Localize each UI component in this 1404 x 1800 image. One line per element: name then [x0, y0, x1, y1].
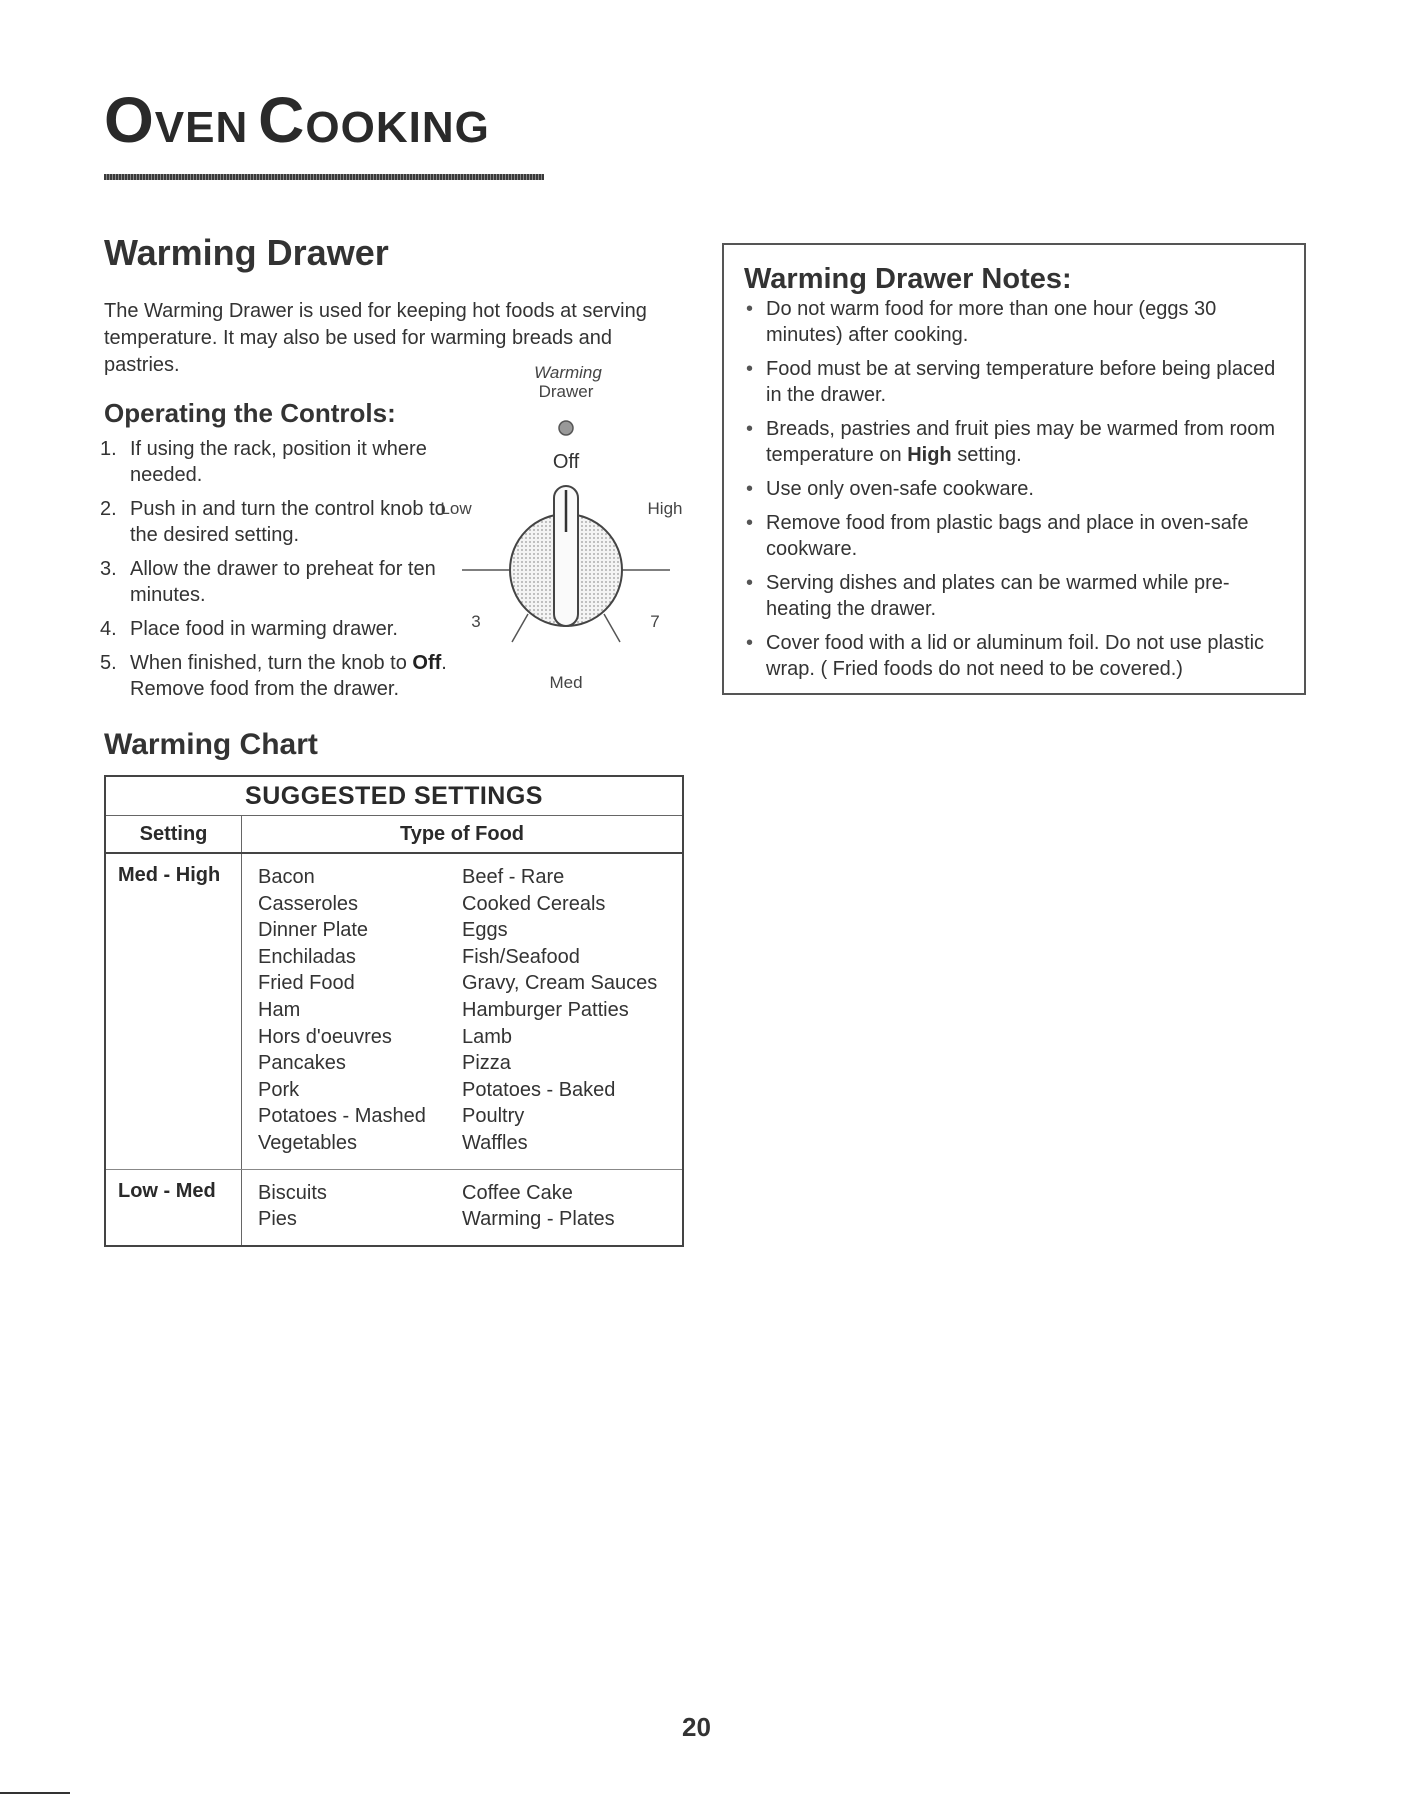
table-title: SUGGESTED SETTINGS — [105, 776, 683, 816]
table-row — [105, 1169, 683, 1246]
food-item: Hamburger Patties — [462, 998, 629, 1021]
title-initial-o: O — [104, 84, 155, 156]
note-item: • Use only oven-safe cookware. — [744, 476, 1284, 502]
warming-chart-table — [104, 775, 684, 1247]
table-row — [105, 853, 683, 1169]
note-item: • Do not warm food for more than one hour (eggs 30 minutes) after cooking. — [744, 296, 1284, 348]
food-item: Enchiladas — [258, 945, 356, 968]
food-item: Pork — [258, 1078, 300, 1101]
food-item: Waffles — [462, 1131, 528, 1154]
column-header-food: Type of Food — [242, 816, 684, 854]
food-item: Ham — [258, 998, 301, 1021]
note-item — [744, 416, 1284, 468]
warming-drawer-notes-box — [722, 243, 1306, 695]
dial-label-warming: Warming — [534, 363, 602, 382]
food-item: Casseroles — [258, 892, 359, 915]
food-item: Beef - Rare — [462, 866, 565, 888]
step-text: If using the rack, position it where needed. — [130, 438, 427, 486]
food-item: Fried Food — [258, 972, 355, 995]
food-item: Dinner Plate — [258, 919, 369, 942]
dial-label-high: High — [647, 499, 683, 518]
food-item: Potatoes - Baked — [462, 1078, 616, 1101]
operating-steps-list — [100, 436, 460, 710]
step-text-bold-off: Off — [412, 652, 442, 674]
dial-label-off: Off — [552, 451, 580, 473]
food-item: Bacon — [258, 866, 315, 888]
food-item: Gravy, Cream Sauces — [462, 972, 658, 995]
note-item: • Serving dishes and plates can be warmed while pre-heating the drawer. — [744, 570, 1284, 622]
food-item: Potatoes - Mashed — [258, 1105, 426, 1128]
food-item: Eggs — [462, 919, 508, 942]
food-item: Warming - Plates — [462, 1208, 615, 1231]
food-item: Cooked Cereals — [462, 892, 606, 915]
step-number: 1. — [100, 438, 117, 460]
food-item: Pizza — [462, 1052, 511, 1075]
warming-drawer-heading: Warming Drawer — [104, 232, 389, 273]
step-number: 5. — [100, 652, 117, 674]
food-item: Vegetables — [258, 1131, 357, 1154]
foods-cell — [242, 853, 684, 1169]
control-knob-icon — [462, 486, 670, 642]
title-rest-ooking: OOKING — [305, 103, 490, 152]
step-text: Place food in warming drawer. — [130, 618, 398, 640]
step-item — [100, 616, 460, 642]
food-item: Pies — [258, 1208, 297, 1231]
note-text-before: Breads, pastries and fruit pies may be warmed from room temperature on — [766, 418, 1276, 466]
note-text-after: setting. — [957, 444, 1022, 466]
step-text: Push in and turn the control knob to the desired setting. — [130, 498, 446, 546]
setting-cell: Low - Med — [105, 1169, 242, 1246]
dial-label-3: 3 — [471, 612, 481, 631]
table-header-row — [105, 816, 683, 854]
warming-drawer-dial-diagram — [440, 360, 700, 700]
step-number: 4. — [100, 618, 117, 640]
corner-mark — [0, 1792, 70, 1794]
food-item: Pancakes — [258, 1052, 346, 1075]
food-item: Coffee Cake — [462, 1181, 573, 1204]
title-rest-ven: VEN — [154, 103, 249, 152]
step-number: 3. — [100, 558, 117, 580]
title-underline — [104, 174, 544, 180]
step-number: 2. — [100, 498, 117, 520]
page-title — [104, 84, 490, 156]
indicator-light-icon — [559, 421, 573, 435]
warming-drawer-intro: The Warming Drawer is used for keeping hot foods at serving temperature. It may also be used for warming breads and pastries. — [104, 300, 647, 376]
warming-chart-heading: Warming Chart — [104, 728, 318, 761]
dial-label-med: Med — [549, 673, 583, 692]
note-item: • Food must be at serving temperature before being placed in the drawer. — [744, 356, 1284, 408]
notes-list — [744, 296, 1284, 682]
food-item: Biscuits — [258, 1181, 327, 1204]
dial-label-7: 7 — [650, 612, 660, 631]
note-item: • Remove food from plastic bags and place in oven-safe cookware. — [744, 510, 1284, 562]
step-text-after: . Remove food from the drawer. — [130, 652, 447, 700]
page-number: 20 — [682, 1712, 711, 1742]
foods-cell — [242, 1169, 684, 1246]
foods-grid — [258, 1180, 682, 1233]
step-text-before: When finished, turn the knob to — [130, 652, 407, 674]
step-text: Allow the drawer to preheat for ten minutes. — [130, 558, 436, 606]
dial-label-drawer: Drawer — [538, 382, 594, 401]
note-item: • Cover food with a lid or aluminum foil. Do not use plastic wrap. ( Fried foods do not need to be covered.) — [744, 630, 1284, 682]
operating-controls-heading: Operating the Controls: — [104, 398, 396, 428]
step-item — [100, 650, 460, 702]
food-item: Hors d'oeuvres — [258, 1025, 392, 1048]
column-header-setting: Setting — [105, 816, 242, 854]
step-item — [100, 436, 460, 488]
note-text-bold-high: High — [907, 444, 952, 466]
foods-grid — [258, 864, 682, 1157]
notes-heading: Warming Drawer Notes: — [744, 263, 1072, 295]
food-item: Fish/Seafood — [462, 945, 580, 968]
food-item: Poultry — [462, 1105, 525, 1128]
step-item — [100, 496, 460, 548]
dial-label-low: Low — [440, 499, 472, 518]
step-item — [100, 556, 460, 608]
food-item: Lamb — [462, 1025, 513, 1048]
table-title-row — [105, 776, 683, 816]
setting-cell: Med - High — [105, 853, 242, 1169]
title-initial-c: C — [258, 84, 306, 156]
